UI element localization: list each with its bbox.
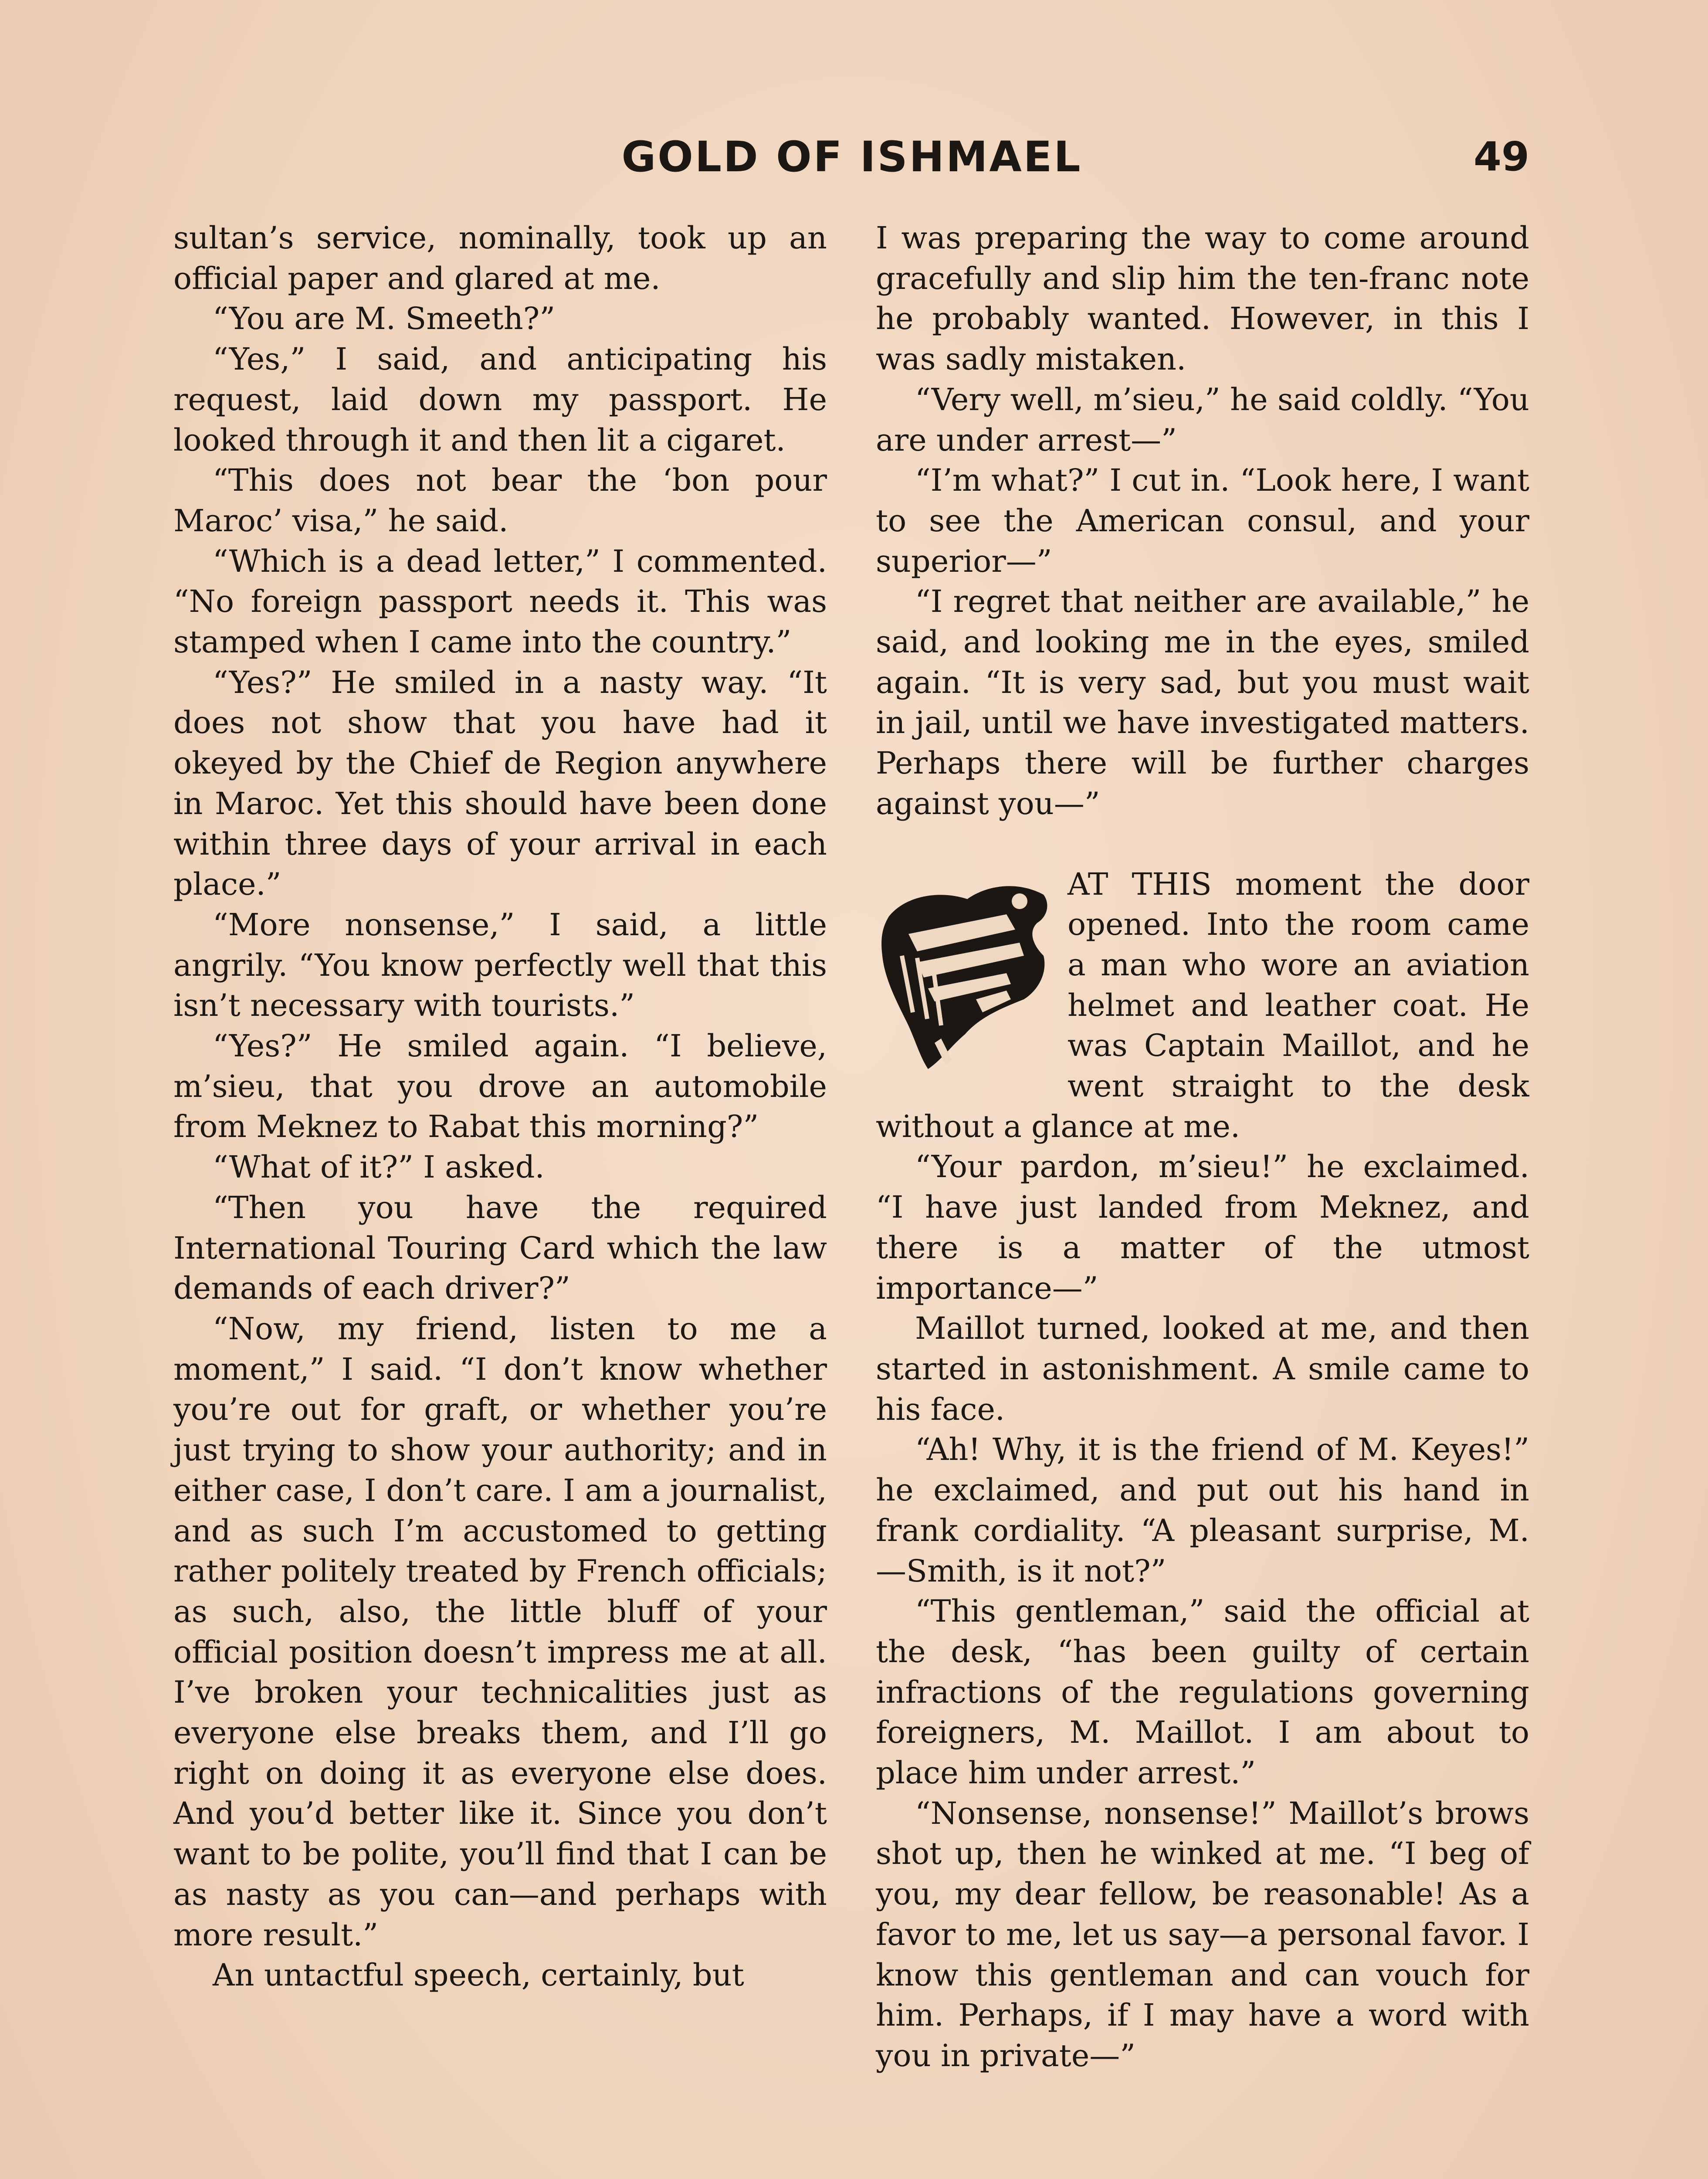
paragraph: An untactful speech, certainly, but	[213, 1957, 744, 1993]
paragraph: “Now, my friend, listen to me a moment,” I said. “I don’t know whether you’re out for graft, or whether you’re just trying to show your authority; and in either case, I don’t care. I am a journalist, and as such I’m accustomed to getting rather politely treated by French officials; as such, also, the little bluff of your official position doesn’t impress me at all. I’ve broken your technicalities just as everyone else breaks them, and I’ll go right on doing it as everyone else does. And you’d better like it. Since you don’t want to be polite, you’ll find that I can be as nasty as you can—and perhaps with more result.”	[173, 1310, 827, 1953]
paragraph: “Yes?” He smiled in a nasty way. “It does not show that you have had it okeyed by the Chief de Region anywhere in Maroc. Yet this should have been done within three days of your arrival in each place.”	[173, 664, 827, 903]
paragraph: “Ah! Why, it is the friend of M. Keyes!” he exclaimed, and put out his hand in frank cordiality. “A pleasant surprise, M.—Smith, is it not?”	[876, 1432, 1529, 1589]
paragraph: “Nonsense, nonsense!” Maillot’s brows shot up, then he winked at me. “I beg of you, my dear fellow, be reasonable! As a favor to me, let us say—a personal favor. I know this gentleman and can vouch for him. Perhaps, if I may have a word with you in private—”	[876, 1795, 1529, 2074]
paragraph: “This gentleman,” said the official at the desk, “has been guilty of certain infractions of the regulations governing foreigners, M. Maillot. I am about to place him under arrest.”	[876, 1593, 1529, 1791]
paragraph: “You are M. Smeeth?”	[213, 301, 556, 337]
paragraph: “Which is a dead letter,” I commented. “No foreign passport needs it. This was stamped when I came into the country.”	[173, 543, 827, 660]
paragraph: “Yes,” I said, and anticipating his request, laid down my passport. He looked through it and then lit a cigaret.	[173, 341, 827, 458]
running-header	[174, 126, 1529, 187]
paragraph: “More nonsense,” I said, a little angrily. “You know perfectly well that this isn’t necessary with tourists.”	[173, 906, 827, 1024]
paragraph: “Very well, m’sieu,” he said coldly. “You are under arrest—”	[876, 381, 1529, 458]
section-start	[876, 864, 1529, 1147]
paragraph: “I regret that neither are available,” he said, and looking me in the eyes, smiled again. “It is very sad, but you must wait in jail, until we have investigated matters. Perhaps there will be further charges against you—”	[876, 584, 1529, 821]
paragraph: “I’m what?” I cut in. “Look here, I want to see the American consul, and your superior—”	[876, 462, 1529, 579]
paragraph: Maillot turned, looked at me, and then started in astonishment. A smile came to his face.	[876, 1310, 1529, 1427]
right-column	[876, 218, 1529, 2076]
left-column	[173, 218, 827, 1996]
pistol-drawing-icon	[876, 869, 1059, 1078]
paragraph: “Your pardon, m’sieu!” he exclaimed. “I have just landed from Meknez, and there is a matter of the utmost importance—”	[876, 1149, 1529, 1306]
paragraph: I was preparing the way to come around gracefully and slip him the ten-franc note he probably wanted. However, in this I was sadly mistaken.	[876, 220, 1529, 377]
page-title: GOLD OF ISHMAEL	[621, 132, 1082, 181]
paragraph: “This does not bear the ‘bon pour Maroc’ visa,” he said.	[173, 462, 827, 539]
page-number: 49	[1473, 133, 1529, 180]
paragraph: “Then you have the required International Touring Card which the law demands of each driver?”	[173, 1189, 827, 1307]
paragraph: AT THIS moment the door opened. Into the room came a man who wore an aviation helmet and leather coat. He was Captain Maillot, and he went straight to the desk without a glance at me.	[876, 866, 1529, 1144]
paragraph: “What of it?” I asked.	[213, 1149, 545, 1185]
section-break	[876, 824, 1529, 864]
paragraph: sultan’s service, nominally, took up an official paper and glared at me.	[173, 220, 827, 296]
paragraph: “Yes?” He smiled again. “I believe, m’sieu, that you drove an automobile from Meknez to Rabat this morning?”	[173, 1028, 827, 1145]
